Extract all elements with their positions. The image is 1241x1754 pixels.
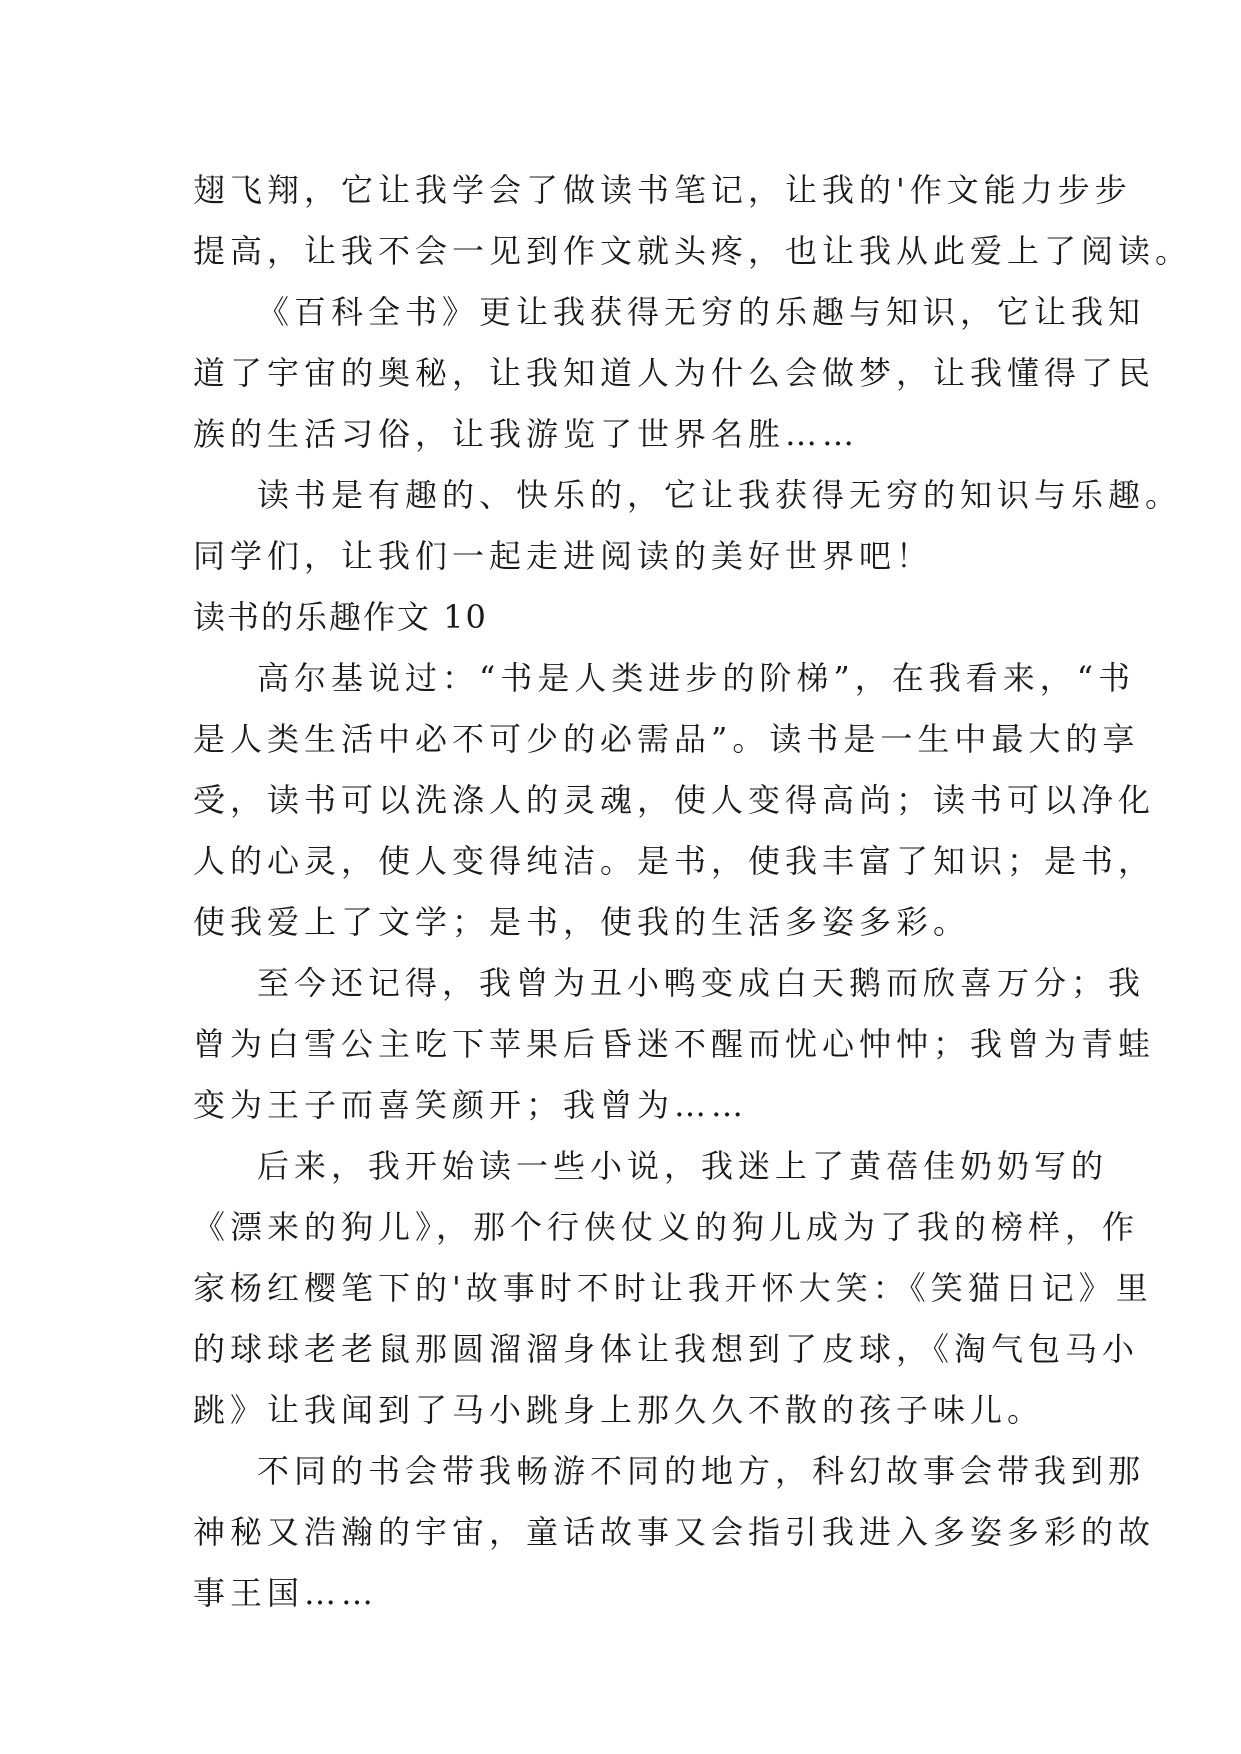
text-line: 同学们，让我们一起走进阅读的美好世界吧！ — [193, 537, 934, 575]
text-line: 翅飞翔，它让我学会了做读书笔记，让我的'作文能力步步 — [193, 171, 1132, 209]
text-line: 神秘又浩瀚的宇宙，童话故事又会指引我进入多姿多彩的故 — [193, 1513, 1156, 1551]
paragraph-first-line: 读书是有趣的、快乐的，它让我获得无穷的知识与乐趣。 — [257, 476, 1183, 514]
text-line: 的球球老老鼠那圆溜溜身体让我想到了皮球，《淘气包马小 — [193, 1330, 1140, 1368]
paragraph-first-line: 《百科全书》更让我获得无穷的乐趣与知识，它让我知 — [257, 293, 1146, 331]
text-line: 人的心灵，使人变得纯洁。是书，使我丰富了知识；是书， — [193, 842, 1156, 880]
text-line: 道了宇宙的奥秘，让我知道人为什么会做梦，让我懂得了民 — [193, 354, 1156, 392]
paragraph-first-line: 至今还记得，我曾为丑小鸭变成白天鹅而欣喜万分；我 — [257, 964, 1146, 1002]
text-line: 受，读书可以洗涤人的灵魂，使人变得高尚；读书可以净化 — [193, 781, 1156, 819]
text-line: 是人类生活中必不可少的必需品”。读书是一生中最大的享 — [193, 720, 1140, 758]
paragraph-first-line: 不同的书会带我畅游不同的地方，科幻故事会带我到那 — [257, 1452, 1146, 1490]
document-body — [193, 160, 1193, 1624]
text-line: 家杨红樱笔下的'故事时不时让我开怀大笑：《笑猫日记》里 — [193, 1269, 1153, 1307]
text-line: 跳》让我闻到了马小跳身上那久久不散的孩子味儿。 — [193, 1391, 1045, 1429]
paragraph-first-line: 后来，我开始读一些小说，我迷上了黄蓓佳奶奶写的 — [257, 1147, 1109, 1185]
text-line: 变为王子而喜笑颜开；我曾为…… — [193, 1086, 749, 1124]
paragraph-first-line: 高尔基说过：“书是人类进步的阶梯”，在我看来，“书 — [257, 659, 1136, 697]
text-line: 使我爱上了文学；是书，使我的生活多姿多彩。 — [193, 903, 971, 941]
text-line: 曾为白雪公主吃下苹果后昏迷不醒而忧心忡忡；我曾为青蛙 — [193, 1025, 1156, 1063]
text-line: 事王国…… — [193, 1574, 379, 1612]
section-heading: 读书的乐趣作文 10 — [193, 598, 488, 636]
text-line: 《漂来的狗儿》，那个行侠仗义的狗儿成为了我的榜样，作 — [193, 1208, 1140, 1246]
text-line: 族的生活习俗，让我游览了世界名胜…… — [193, 415, 860, 453]
text-line: 提高，让我不会一见到作文就头疼，也让我从此爱上了阅读。 — [193, 232, 1193, 270]
